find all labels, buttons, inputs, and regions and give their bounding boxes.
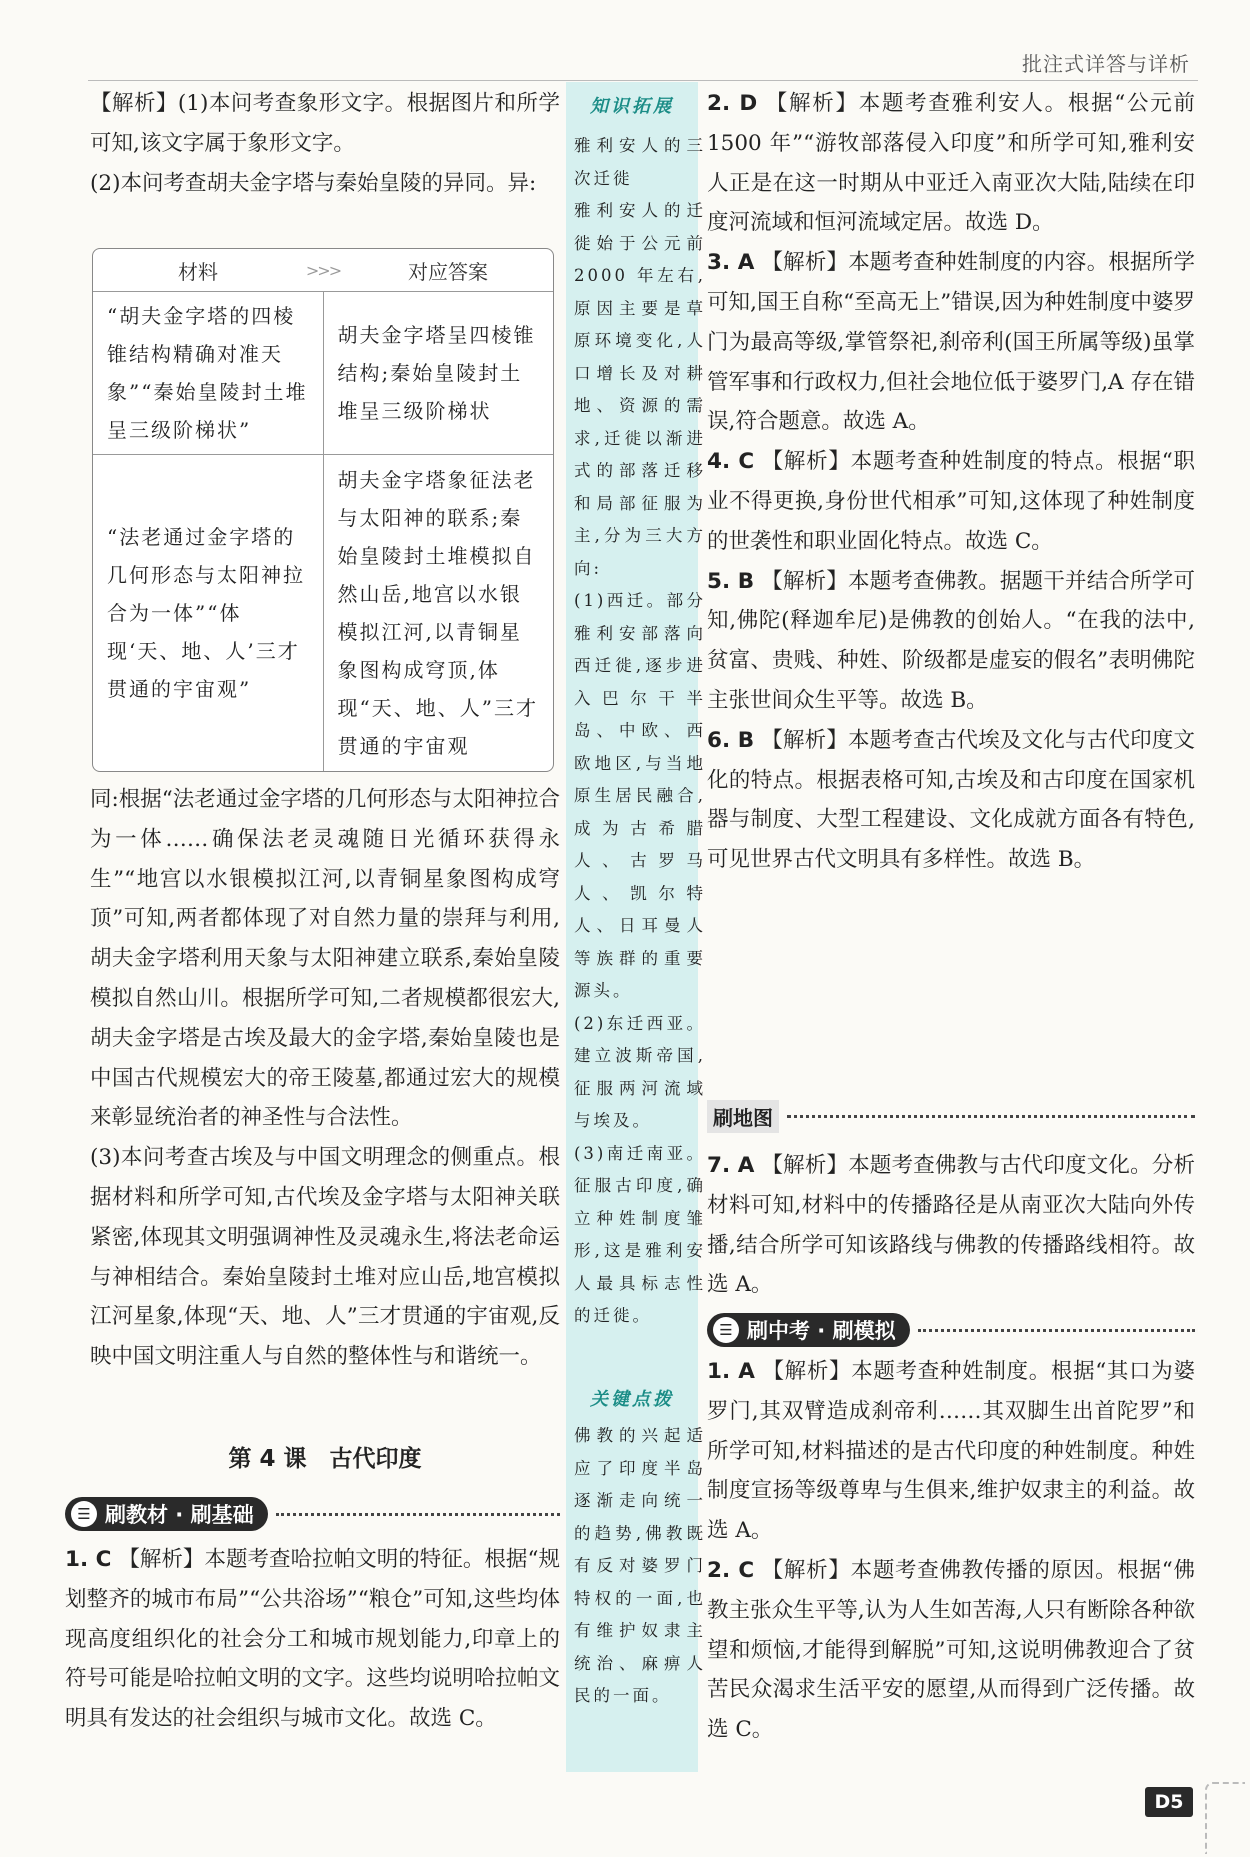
answer-paragraph: 【解析】(1)本问考查象形文字。根据图片和所学可知,该文字属于象形文字。 [90, 91, 560, 156]
question-explanation: 【解析】本题考查佛教传播的原因。根据“佛教主张众生平等,认为人生如苦海,人只有断除各种欲望和烦恼,才能得到解脱”可知,这说明佛教迎合了贫苦民众渴求生活平安的愿望,从而得到广泛传播。故选 C。 [707, 1557, 1195, 1743]
comparison-table [92, 248, 554, 772]
question-number: 5. B [707, 568, 755, 594]
question-answer [707, 721, 1195, 880]
question-number: 1. A [707, 1359, 755, 1384]
page-number: D5 [1145, 1787, 1193, 1817]
question-explanation: 【解析】本题考查佛教与古代印度文化。分析材料可知,材料中的传播路径是从南亚次大陆向外传播,结合所学可知该路线与佛教的传播路线相符。故选 A。 [707, 1153, 1195, 1298]
question-explanation: 【解析】本题考查种姓制度。根据“其口为婆罗门,其双臂造成刹帝利……其双脚生出首陀罗”和所学可知,材料描述的是古代印度的种姓制度。种姓制度宣扬等级尊卑与生俱来,维护奴隶主的利益。故选 A。 [707, 1359, 1195, 1544]
question-answer [707, 562, 1195, 721]
answer-paragraph: 同:根据“法老通过金字塔的几何形态与太阳神拉合为一体……确保法老灵魂随日光循环获得永生”“地宫以水银模拟江河,以青铜星象图构成穹顶”可知,两者都体现了对自然力量的崇拜与利用,胡夫金字塔利用天象与太阳神建立联系,秦始皇陵模拟自然山川。根据所学可知,二者规模都很宏大,胡夫金字塔是古埃及最大的金字塔,秦始皇陵也是中国古代规模宏大的帝王陵墓,都通过宏大的规模来彰显统治者的神圣性与合法性。 [90, 787, 560, 1131]
question-number: 7. A [707, 1153, 755, 1178]
question-answer [707, 1146, 1195, 1305]
header-divider [88, 80, 1198, 81]
banner-label: 刷中考 · 刷模拟 [747, 1319, 896, 1343]
sidebar-text-extension: 雅利安人的三次迁徙 雅利安人的迁徙始于公元前 2000 年左右,原因主要是草原环境变化,人口增长及对耕地、资源的需求,迁徙以渐进式的部落迁移和局部征服为主,分为三大方向: (1)西迁。部分雅利安部落向西迁徙,逐步进入巴尔干半岛、中欧、西欧地区,与当地原生居民融合,成为古希腊人、古罗马人、凯尔特人、日耳曼人等族群的重要源头。 (2)东迁西亚。建立波斯帝国,征服两河流域与埃及。 (3)南迁南亚。征服古印度,确立种姓制度雏形,这是雅利安人最具标志性的迁徙。 [574, 136, 706, 1325]
question-explanation: 【解析】本题考查哈拉帕文明的特征。根据“规划整齐的城市布局”“公共浴场”“粮仓”可知,这些均体现高度组织化的社会分工和城市规划能力,印章上的符号可能是哈拉帕文明的文字。这些均说明哈拉帕文明具有发达的社会组织与城市文化。故选 C。 [65, 1547, 560, 1732]
question-explanation: 【解析】本题考查古代埃及文化与古代印度文化的特点。根据表格可知,古埃及和古印度在国家机器与制度、大型工程建设、文化成就方面各有特色,可见世界古代文明具有多样性。故选 B。 [707, 727, 1195, 873]
banner-label: 刷地图 [707, 1100, 779, 1133]
table-header-answer: 对应答案 [408, 259, 488, 284]
arrow-icon: >>> [305, 260, 341, 280]
sidebar-text-key-point: 佛教的兴起适应了印度半岛逐渐走向统一的趋势,佛教既有反对婆罗门特权的一面,也有维护奴隶主统治、麻痹人民的一面。 [574, 1426, 706, 1705]
table-cell-material: “法老通过金字塔的几何形态与太阳神拉合为一体”“体现‘天、地、人’三才贯通的宇宙观” [107, 525, 305, 701]
question-explanation: 【解析】本题考查雅利安人。根据“公元前 1500 年”“游牧部落侵入印度”和所学可知,雅利安人正是在这一时期从中亚迁入南亚次大陆,陆续在印度河流域和恒河流域定居。故选 D。 [707, 91, 1195, 236]
table-header-material: 材料 [178, 259, 218, 284]
banner-label: 刷教材 · 刷基础 [105, 1503, 254, 1527]
right-column-bottom [707, 1352, 1195, 1750]
question-answer [707, 1551, 1195, 1750]
question-number: 2. C [707, 1557, 755, 1583]
dotted-divider [787, 1115, 1195, 1118]
question-answer [65, 1540, 560, 1739]
left-column-top [90, 84, 560, 203]
book-icon: ☰ [71, 1501, 97, 1527]
question-answer [707, 84, 1195, 243]
left-column-bottom [65, 1540, 560, 1739]
answer-paragraph: (2)本问考查胡夫金字塔与秦始皇陵的异同。异: [90, 170, 537, 196]
question-number: 1. C [65, 1547, 112, 1572]
table-row [93, 455, 553, 771]
page-corner-decoration [1205, 1782, 1245, 1854]
sidebar-title-extension: 知识拓展 [590, 96, 674, 117]
book-icon: ☰ [713, 1317, 739, 1343]
table-cell-answer: 胡夫金字塔象征法老与太阳神的联系;秦始皇陵封土堆模拟自然山岳,地宫以水银模拟江河,以青铜星象图构成穹顶,体现“天、地、人”三才贯通的宇宙观 [323, 455, 554, 771]
question-explanation: 【解析】本题考查佛教。据题干并结合所学可知,佛陀(释迦牟尼)是佛教的创始人。“在我的法中,贫富、贵贱、种姓、阶级都是虚妄的假名”表明佛陀主张世间众生平等。故选 B。 [707, 568, 1195, 713]
dotted-divider [918, 1329, 1195, 1332]
right-column-middle [707, 1146, 1195, 1305]
section-banner-map [707, 1099, 1195, 1133]
page-header-title: 批注式详答与详析 [1022, 52, 1190, 76]
question-answer [707, 1352, 1195, 1551]
table-header [93, 249, 553, 292]
question-answer [707, 442, 1195, 561]
sidebar-title-key-point: 关键点拨 [590, 1389, 674, 1410]
section-banner-exam [707, 1313, 1195, 1347]
table-cell-material: “胡夫金字塔的四棱锥结构精确对准天象”“秦始皇陵封土堆呈三级阶梯状” [107, 304, 308, 442]
question-number: 2. D [707, 91, 758, 116]
dotted-divider [276, 1513, 560, 1516]
table-cell-answer: 胡夫金字塔呈四棱锥结构;秦始皇陵封土堆呈三级阶梯状 [323, 292, 554, 454]
question-number: 3. A [707, 250, 755, 276]
section-banner-textbook [65, 1497, 560, 1531]
question-explanation: 【解析】本题考查种姓制度的内容。根据所学可知,国王自称“至高无上”错误,因为种姓制度中婆罗门为最高等级,掌管祭祀,刹帝利(国王所属等级)虽掌管军事和行政权力,但社会地位低于婆罗门,A 存在错误,符合题意。故选 A。 [707, 250, 1195, 435]
question-answer [707, 243, 1195, 442]
question-number: 4. C [707, 449, 755, 475]
left-column-middle [90, 780, 560, 1377]
right-column-top [707, 84, 1195, 880]
question-number: 6. B [707, 727, 755, 753]
lesson-title: 第 4 课 古代印度 [228, 1446, 422, 1472]
answer-paragraph: (3)本问考查古埃及与中国文明理念的侧重点。根据材料和所学可知,古代埃及金字塔与太阳神关联紧密,体现其文明强调神性及灵魂永生,将法老命运与神相结合。秦始皇陵封土堆对应山岳,地宫模拟江河星象,体现“天、地、人”三才贯通的宇宙观,反映中国文明注重人与自然的整体性与和谐统一。 [90, 1145, 560, 1370]
question-explanation: 【解析】本题考查种姓制度的特点。根据“职业不得更换,身份世代相承”可知,这体现了种姓制度的世袭性和职业固化特点。故选 C。 [707, 449, 1195, 554]
table-row [93, 292, 553, 455]
